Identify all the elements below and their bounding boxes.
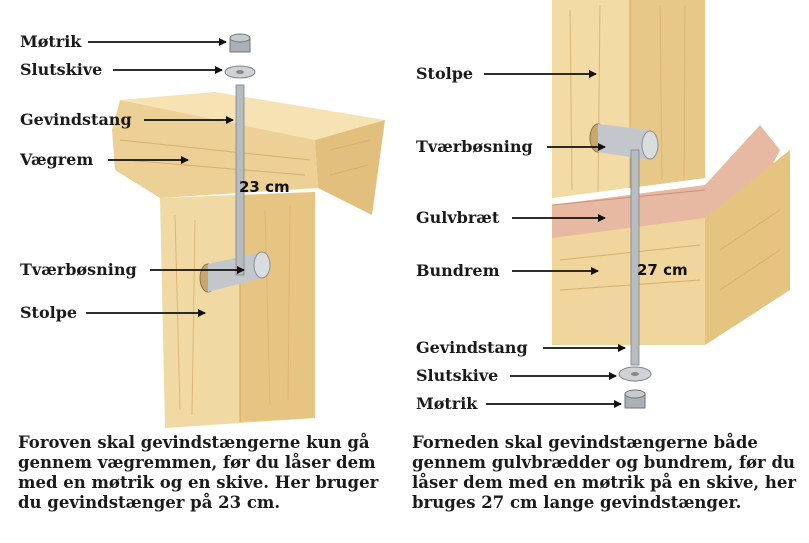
- label-motrik-right: Møtrik: [416, 394, 478, 413]
- label-motrik-left: Møtrik: [20, 32, 82, 51]
- caption-right: Forneden skal gevindstængerne både gennem gulvbrædder og bundrem, før du låser dem med en møtrik på en skive, her bruges 27 cm lange gevindstænger.: [412, 433, 797, 512]
- right-nut: [625, 390, 645, 408]
- left-top-assembly: [112, 34, 385, 428]
- label-vaegrem-left: Vægrem: [20, 150, 94, 169]
- right-threaded-rod: [631, 150, 639, 365]
- measurement-left: 23 cm: [239, 178, 290, 196]
- measurement-right: 27 cm: [637, 261, 688, 279]
- label-tvaerbosning-right: Tværbøsning: [416, 137, 533, 156]
- label-bundrem-right: Bundrem: [416, 261, 500, 280]
- label-tvaerbosning-left: Tværbøsning: [20, 260, 137, 279]
- label-stolpe-left: Stolpe: [20, 303, 78, 322]
- caption-left: Foroven skal gevindstængerne kun gå gennem vægremmen, før du låser dem med en møtrik og en skive. Her bruger du gevindstænger på 23 cm.: [18, 433, 379, 512]
- right-bottom-assembly: [552, 0, 790, 408]
- label-slutskive-right: Slutskive: [416, 366, 499, 385]
- label-slutskive-left: Slutskive: [20, 60, 103, 79]
- left-nut: [230, 34, 250, 52]
- label-gevindstang-left: Gevindstang: [20, 110, 132, 129]
- label-stolpe-right: Stolpe: [416, 64, 474, 83]
- right-post: [552, 0, 705, 198]
- label-gulvbraet-right: Gulvbræt: [416, 208, 500, 227]
- label-gevindstang-right: Gevindstang: [416, 338, 528, 357]
